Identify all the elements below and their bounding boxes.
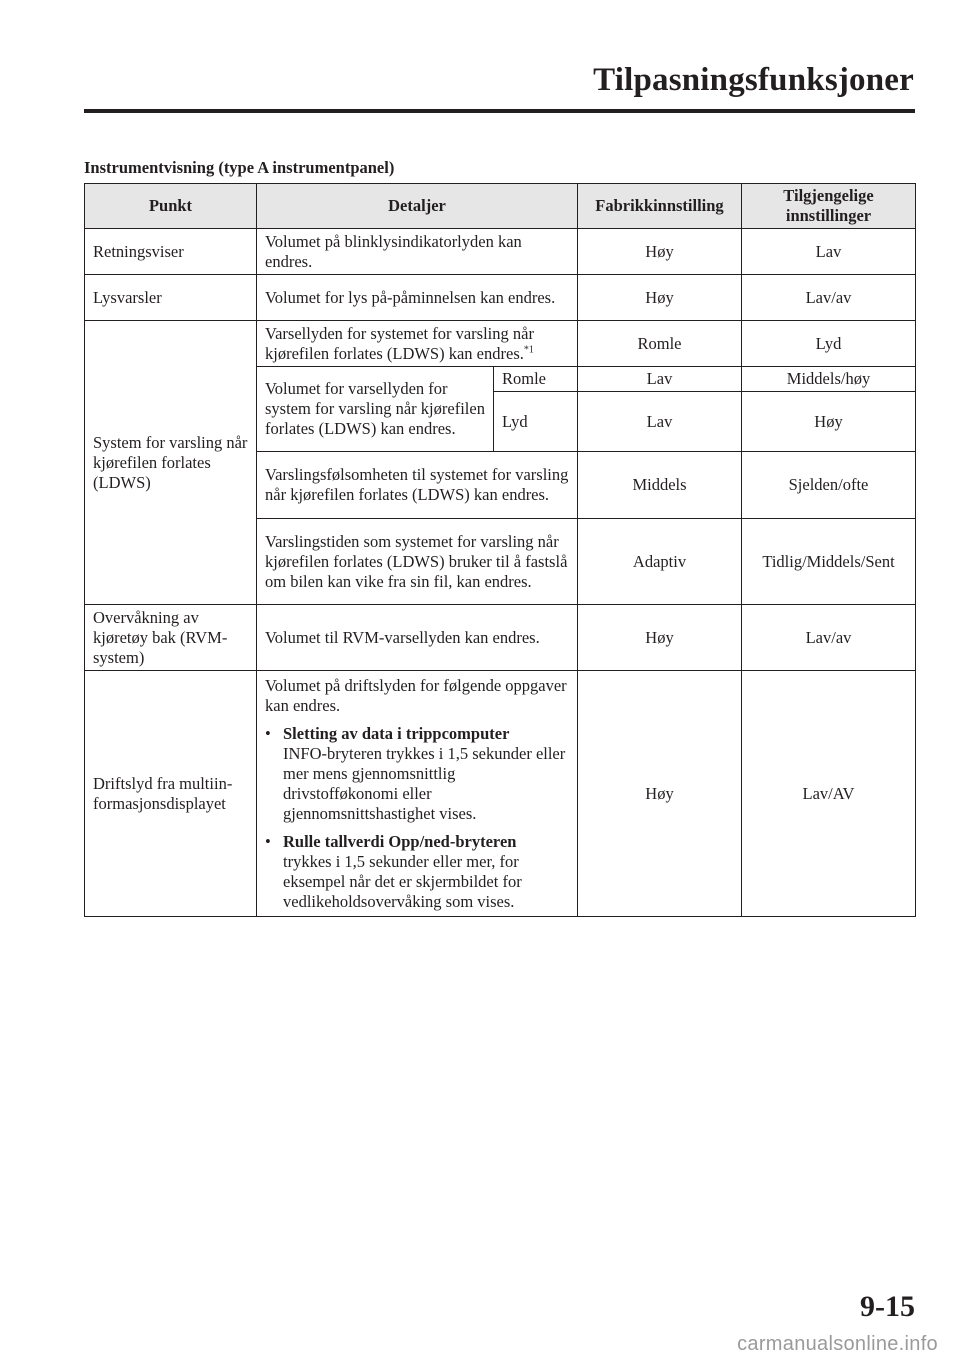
cell-details: Volumet for varsellyden for system for varsling når kjørefilen forlates (LDWS) kan endres.	[257, 367, 494, 452]
cell-subtype: Romle	[494, 367, 578, 392]
cell-item: Lysvarsler	[85, 275, 257, 321]
cell-details: Volumet på blinklysindikatorlyden kan endres.	[257, 229, 578, 275]
table-row	[85, 275, 916, 321]
bullet-item	[265, 832, 569, 912]
header-available	[742, 184, 916, 229]
cell-details: Varslingsfølsomheten til systemet for varsling når kjørefilen forlates (LDWS) kan endres.	[257, 452, 578, 519]
header-available-line1: Tilgjengelige	[783, 186, 874, 205]
cell-subtype: Lyd	[494, 392, 578, 452]
cell-factory: Adaptiv	[578, 519, 742, 605]
bullet-title: Rulle tallverdi Opp/ned-bryteren	[283, 831, 517, 851]
cell-factory: Middels	[578, 452, 742, 519]
bullet-text: trykkes i 1,5 sekunder eller mer, for eksempel når det er skjermbildet for vedlikeholdsovervåking som vises.	[283, 851, 522, 911]
table-row	[85, 321, 916, 367]
cell-item: Overvåkning av kjøretøy bak (RVM-system)	[85, 605, 257, 671]
header-rule	[84, 109, 915, 113]
cell-available: Lav/av	[742, 275, 916, 321]
cell-factory: Høy	[578, 605, 742, 671]
cell-available: Tidlig/Middels/Sent	[742, 519, 916, 605]
table-row	[85, 671, 916, 917]
cell-item: Retningsviser	[85, 229, 257, 275]
cell-details	[257, 671, 578, 917]
cell-factory: Høy	[578, 229, 742, 275]
ldws-sound-details: Varsellyden for systemet for varsling når kjørefilen forlates (LDWS) kan endres.	[265, 323, 534, 363]
header-factory: Fabrikkinnstilling	[578, 184, 742, 229]
cell-available: Lyd	[742, 321, 916, 367]
bullet-title: Sletting av data i trippcomputer	[283, 723, 510, 743]
cell-factory: Lav	[578, 367, 742, 392]
table-row	[85, 605, 916, 671]
cell-details: Varslingstiden som systemet for varsling når kjørefilen forlates (LDWS) bruker til å fastslå om bilen kan vike fra sin fil, kan endres.	[257, 519, 578, 605]
cell-available: Lav/av	[742, 605, 916, 671]
cell-item: System for varsling når kjørefilen forlates (LDWS)	[85, 321, 257, 605]
table-header-row	[85, 184, 916, 229]
page-number: 9-15	[860, 1290, 915, 1323]
cell-available: Lav/AV	[742, 671, 916, 917]
cell-details: Volumet for lys på-påminnelsen kan endres.	[257, 275, 578, 321]
cell-details	[257, 321, 578, 367]
cell-factory: Høy	[578, 275, 742, 321]
mid-sound-intro: Volumet på driftslyden for følgende oppgaver kan endres.	[265, 675, 567, 715]
cell-available: Middels/høy	[742, 367, 916, 392]
page-header-title: Tilpasningsfunksjoner	[593, 62, 914, 98]
bullet-icon: •	[265, 723, 271, 743]
cell-factory: Romle	[578, 321, 742, 367]
table-row	[85, 229, 916, 275]
bullet-icon: •	[265, 831, 271, 851]
section-title: Instrumentvisning (type A instrumentpanel)	[84, 158, 395, 177]
cell-factory: Lav	[578, 392, 742, 452]
header-available-line2: innstillinger	[785, 206, 872, 225]
cell-item: Driftslyd fra multiin-formasjonsdisplayet	[85, 671, 257, 917]
cell-factory: Høy	[578, 671, 742, 917]
bullet-text: INFO-bryteren trykkes i 1,5 sekunder eller mer mens gjennomsnittlig drivstofføkonomi eller gjennomsnittshastighet vises.	[283, 743, 566, 823]
bullet-item	[265, 724, 569, 824]
watermark: carmanualsonline.info	[737, 1333, 938, 1355]
settings-table	[84, 183, 916, 917]
cell-available: Lav	[742, 229, 916, 275]
header-details: Detaljer	[257, 184, 578, 229]
cell-details: Volumet til RVM-varsellyden kan endres.	[257, 605, 578, 671]
header-item: Punkt	[85, 184, 257, 229]
cell-available: Høy	[742, 392, 916, 452]
cell-available: Sjelden/ofte	[742, 452, 916, 519]
footnote-marker: *1	[523, 344, 534, 355]
